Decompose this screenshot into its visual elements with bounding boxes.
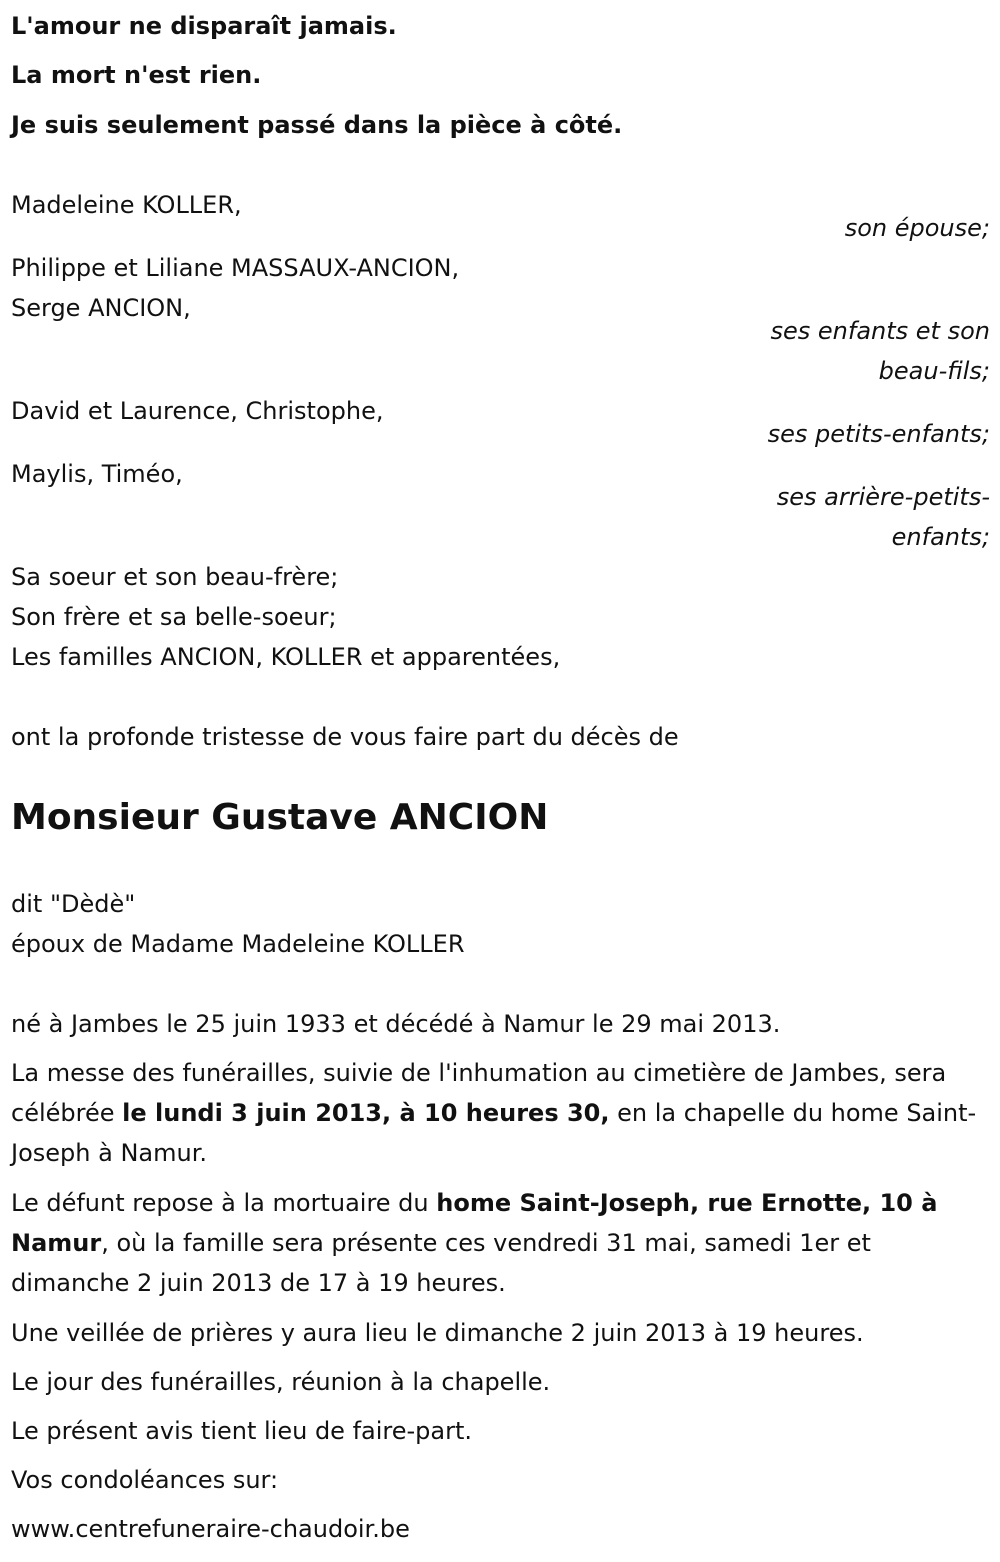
greatgrandchildren-names: Maylis, Timéo, (11, 460, 183, 488)
spouse-relation: son épouse; (844, 214, 990, 242)
repose-paragraph (11, 1183, 991, 1303)
mass-text-a: La messe des funérailles, suivie de l'inhumation au cimetière de Jambes, sera célébrée (11, 1059, 947, 1127)
quote-line-1: L'amour ne disparaît jamais. (11, 12, 397, 40)
children-relation-2: beau-fils; (878, 357, 990, 385)
vigil-line: Une veillée de prières y aura lieu le dimanche 2 juin 2013 à 19 heures. (11, 1319, 864, 1347)
quote-line-2: La mort n'est rien. (11, 61, 262, 89)
condolences-label: Vos condoléances sur: (11, 1466, 279, 1494)
children-line-1: Philippe et Liliane MASSAUX-ANCION, (11, 254, 460, 282)
other-family-3: Les familles ANCION, KOLLER et apparentées, (11, 643, 561, 671)
children-relation-1: ses enfants et son (770, 317, 990, 345)
mass-date-time: le lundi 3 juin 2013, à 10 heures 30, (122, 1099, 610, 1127)
notice-line: Le présent avis tient lieu de faire-part. (11, 1417, 473, 1445)
announcement-text: ont la profonde tristesse de vous faire part du décès de (11, 723, 679, 751)
quote-line-3: Je suis seulement passé dans la pièce à côté. (11, 111, 623, 139)
other-family-1: Sa soeur et son beau-frère; (11, 563, 339, 591)
mass-paragraph (11, 1053, 991, 1173)
children-line-2: Serge ANCION, (11, 294, 191, 322)
deceased-nickname: dit "Dèdè" (11, 890, 136, 918)
greatgrandchildren-relation-1: ses arrière-petits- (776, 483, 990, 511)
repose-text-a: Le défunt repose à la mortuaire du (11, 1189, 437, 1217)
meeting-line: Le jour des funérailles, réunion à la chapelle. (11, 1368, 551, 1396)
repose-text-b: , où la famille sera présente ces vendredi 31 mai, samedi 1er et dimanche 2 juin 2013 de 17 à 19 heures. (11, 1229, 871, 1297)
website-link[interactable]: www.centrefuneraire-chaudoir.be (11, 1515, 410, 1543)
deceased-spouse-line: époux de Madame Madeleine KOLLER (11, 930, 465, 958)
deceased-name: Monsieur Gustave ANCION (11, 797, 549, 838)
grandchildren-relation: ses petits-enfants; (767, 420, 990, 448)
greatgrandchildren-relation-2: enfants; (891, 523, 990, 551)
mass-text-b: en la chapelle du home Saint-Joseph à Namur. (11, 1099, 977, 1167)
repose-location: home Saint-Joseph, rue Ernotte, 10 à Namur (11, 1189, 938, 1257)
other-family-2: Son frère et sa belle-soeur; (11, 603, 337, 631)
birth-death-line: né à Jambes le 25 juin 1933 et décédé à Namur le 29 mai 2013. (11, 1010, 781, 1038)
grandchildren-names: David et Laurence, Christophe, (11, 397, 384, 425)
spouse-name: Madeleine KOLLER, (11, 191, 242, 219)
